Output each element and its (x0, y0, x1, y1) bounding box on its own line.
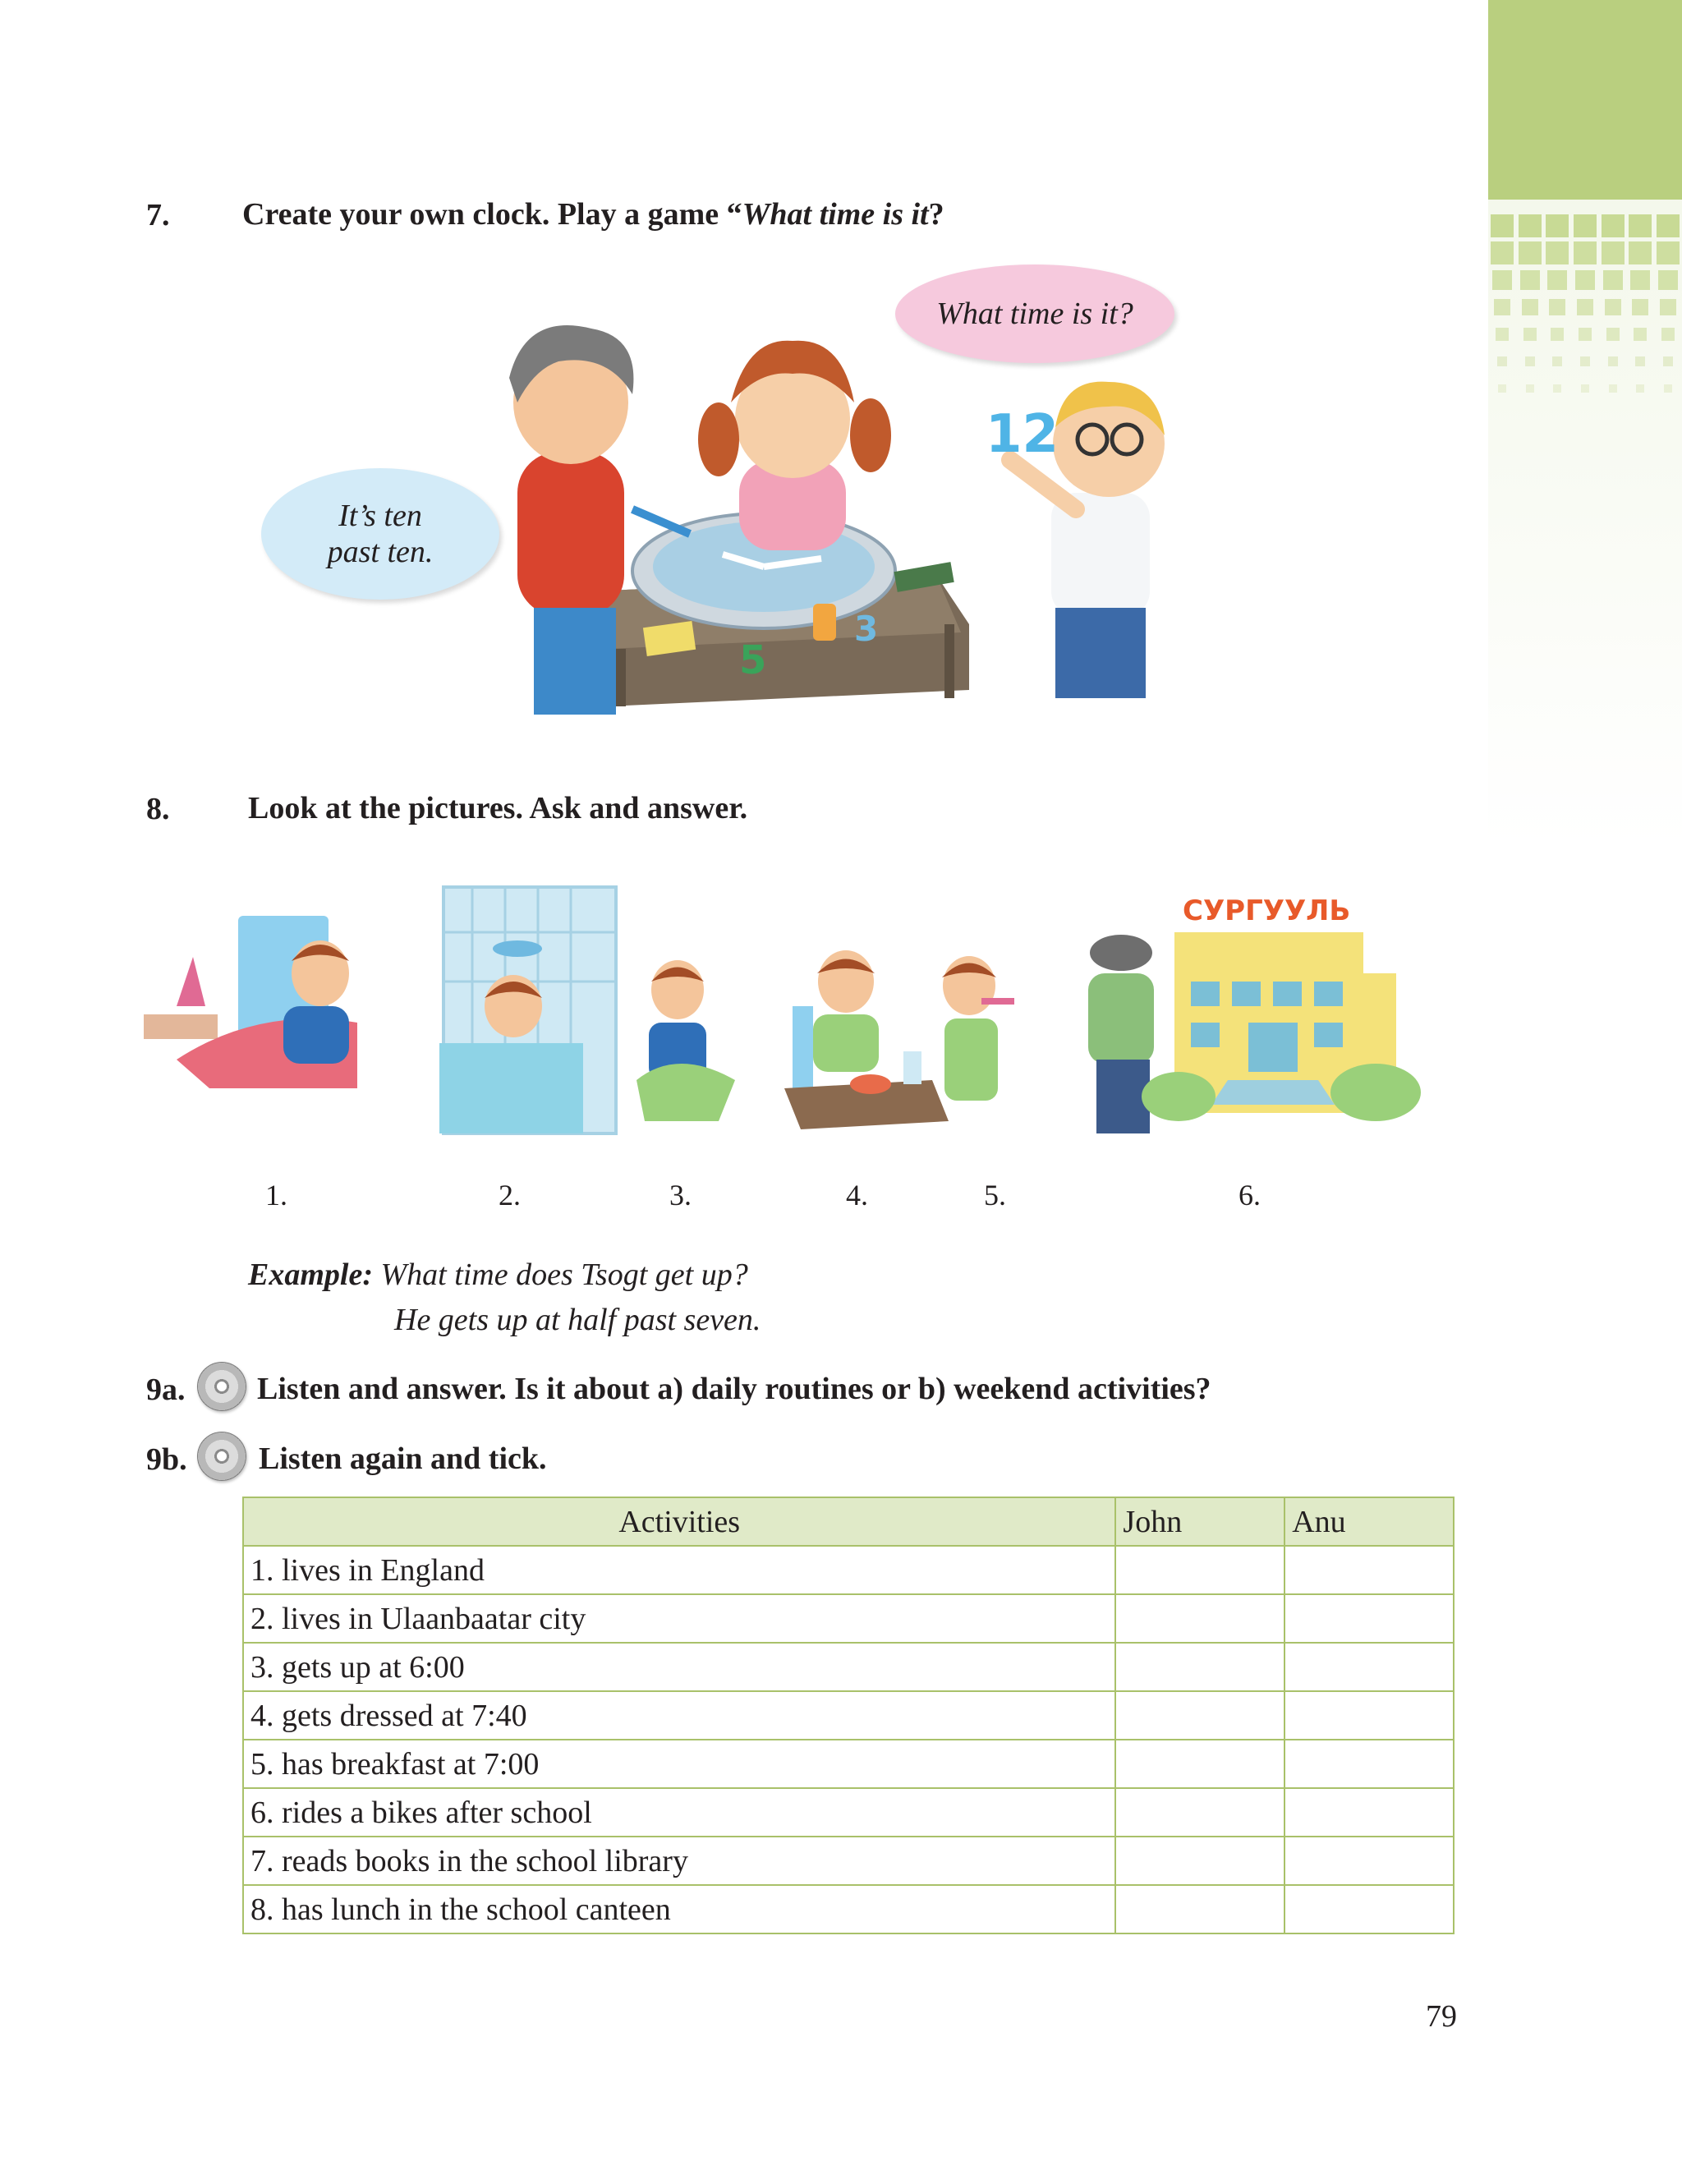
task7-instruction (242, 199, 944, 230)
daily-routine-pictures (144, 883, 1458, 1162)
table-row (243, 1788, 1454, 1837)
decor-dot (1497, 356, 1507, 366)
john-tick-cell[interactable] (1115, 1643, 1284, 1691)
picture-5-brushing-teeth (942, 956, 1014, 1101)
activity-cell: 5. has breakfast at 7:00 (243, 1740, 1115, 1788)
decor-dot (1553, 384, 1561, 393)
picture-4-breakfast (784, 950, 949, 1129)
header-john: John (1115, 1497, 1284, 1546)
john-tick-cell[interactable] (1115, 1788, 1284, 1837)
activity-cell: 6. rides a bikes after school (243, 1788, 1115, 1837)
picture-label-5: 5. (984, 1179, 1006, 1212)
decor-dot (1546, 214, 1569, 237)
decor-dot (1523, 328, 1537, 341)
decor-dot (1498, 384, 1506, 393)
decor-dot (1661, 328, 1675, 341)
decor-dot (1549, 299, 1565, 315)
decor-dot (1574, 214, 1597, 237)
decor-dot (1657, 214, 1680, 237)
task8-instruction: Look at the pictures. Ask and answer. (248, 791, 748, 825)
decor-dot (1574, 241, 1597, 264)
decor-dot (1551, 328, 1564, 341)
task7-text-italic: What time is it (742, 197, 929, 232)
picture-2-shower (439, 887, 616, 1133)
svg-text:5: 5 (739, 637, 767, 683)
decor-dot (1629, 241, 1652, 264)
svg-text:3: 3 (854, 609, 879, 649)
decor-dot (1519, 241, 1542, 264)
decor-dot (1522, 299, 1538, 315)
decor-dot (1629, 214, 1652, 237)
decor-dot (1606, 328, 1620, 341)
picture-label-1: 1. (265, 1179, 287, 1212)
table-row (243, 1546, 1454, 1594)
john-tick-cell[interactable] (1115, 1594, 1284, 1643)
bubble-ten-past-ten (261, 468, 499, 600)
header-activities: Activities (243, 1497, 1115, 1546)
picture-label-4: 4. (846, 1179, 868, 1212)
svg-text:12: 12 (986, 404, 1059, 465)
john-tick-cell[interactable] (1115, 1837, 1284, 1885)
activity-cell: 7. reads books in the school library (243, 1837, 1115, 1885)
decor-dot (1634, 328, 1647, 341)
audio-cd-icon[interactable] (197, 1362, 246, 1411)
decor-dot (1579, 328, 1592, 341)
decor-dot (1635, 356, 1645, 366)
side-color-block (1488, 0, 1682, 200)
decor-dot (1580, 356, 1590, 366)
anu-tick-cell[interactable] (1284, 1788, 1454, 1837)
decor-dot (1658, 270, 1678, 290)
table-row (243, 1885, 1454, 1933)
decor-dot (1664, 384, 1672, 393)
decor-dot (1636, 384, 1644, 393)
decor-dot (1630, 270, 1650, 290)
decor-dot (1494, 299, 1510, 315)
example-answer: He gets up at half past seven. (394, 1303, 761, 1337)
decor-dot (1546, 241, 1569, 264)
decor-dot (1519, 214, 1542, 237)
decor-dot (1609, 384, 1617, 393)
activity-cell: 1. lives in England (243, 1546, 1115, 1594)
john-tick-cell[interactable] (1115, 1740, 1284, 1788)
table-row (243, 1691, 1454, 1740)
anu-tick-cell[interactable] (1284, 1740, 1454, 1788)
decor-dot (1520, 270, 1540, 290)
activity-cell: 4. gets dressed at 7:40 (243, 1691, 1115, 1740)
example-label: Example: (248, 1258, 373, 1292)
example-question: What time does Tsogt get up? (380, 1258, 748, 1292)
picture-label-6: 6. (1239, 1179, 1261, 1212)
bubble-what-time (895, 264, 1174, 363)
decor-dot (1603, 270, 1623, 290)
task7-text-before: Create your own clock. Play a game “ (242, 197, 742, 232)
picture-6-going-to-school (1088, 932, 1421, 1133)
bubble-what-time-text: What time is it? (936, 297, 1133, 331)
anu-tick-cell[interactable] (1284, 1643, 1454, 1691)
decor-dot (1608, 356, 1618, 366)
audio-cd-icon[interactable] (197, 1432, 246, 1481)
task9a-instruction: Listen and answer. Is it about a) daily routines or b) weekend activities? (257, 1372, 1211, 1406)
decor-dot (1602, 214, 1625, 237)
picture-1-getting-up (144, 916, 357, 1088)
john-tick-cell[interactable] (1115, 1885, 1284, 1933)
decor-dot (1602, 241, 1625, 264)
side-dot-pattern (1488, 212, 1682, 409)
decor-dot (1496, 328, 1509, 341)
picture-label-2: 2. (499, 1179, 521, 1212)
table-row (243, 1740, 1454, 1788)
anu-tick-cell[interactable] (1284, 1885, 1454, 1933)
decor-dot (1581, 384, 1589, 393)
table-row (243, 1837, 1454, 1885)
picture-3-getting-dressed (636, 960, 735, 1121)
decor-dot (1605, 299, 1621, 315)
decor-dot (1663, 356, 1673, 366)
anu-tick-cell[interactable] (1284, 1594, 1454, 1643)
bubble-ten-past-ten-line2: past ten. (327, 535, 434, 569)
activity-cell: 3. gets up at 6:00 (243, 1643, 1115, 1691)
task9a-number: 9a. (146, 1372, 186, 1407)
john-tick-cell[interactable] (1115, 1546, 1284, 1594)
john-tick-cell[interactable] (1115, 1691, 1284, 1740)
activity-cell: 8. has lunch in the school canteen (243, 1885, 1115, 1933)
decor-dot (1575, 270, 1595, 290)
anu-tick-cell[interactable] (1284, 1546, 1454, 1594)
activities-table (242, 1497, 1455, 1934)
activity-cell: 2. lives in Ulaanbaatar city (243, 1594, 1115, 1643)
decor-dot (1547, 270, 1567, 290)
decor-dot (1552, 356, 1562, 366)
anu-tick-cell[interactable] (1284, 1837, 1454, 1885)
decor-dot (1577, 299, 1593, 315)
header-anu: Anu (1284, 1497, 1454, 1546)
picture-label-3: 3. (669, 1179, 692, 1212)
decor-dot (1492, 270, 1512, 290)
decor-dot (1660, 299, 1676, 315)
task7-number: 7. (146, 198, 170, 232)
task9b-instruction: Listen again and tick. (259, 1441, 547, 1476)
example-line-1 (248, 1257, 748, 1293)
decor-dot (1526, 384, 1534, 393)
task9b-number: 9b. (146, 1442, 187, 1477)
decor-dot (1525, 356, 1535, 366)
decor-dot (1491, 214, 1514, 237)
task7-text-after: ? (928, 197, 944, 232)
decor-dot (1657, 241, 1680, 264)
anu-tick-cell[interactable] (1284, 1691, 1454, 1740)
decor-dot (1632, 299, 1648, 315)
table-row (243, 1594, 1454, 1643)
table-row (243, 1643, 1454, 1691)
bubble-ten-past-ten-line1: It’s ten (338, 499, 422, 533)
decor-dot (1491, 241, 1514, 264)
table-header-row (243, 1497, 1454, 1546)
school-sign: СУРГУУЛЬ (1183, 894, 1351, 927)
task8-number: 8. (146, 792, 170, 826)
page-number: 79 (1426, 1999, 1457, 2034)
